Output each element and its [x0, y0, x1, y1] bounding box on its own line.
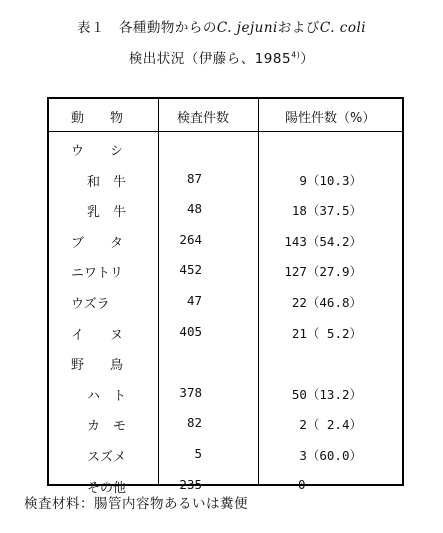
positive-count: 127（27.9）	[284, 264, 362, 280]
animal-name: スズメ	[87, 450, 127, 465]
table-row	[49, 320, 402, 346]
positive-count: 3（60.0）	[299, 448, 362, 463]
table-row	[49, 442, 402, 468]
animal-name: カ モ	[87, 419, 127, 435]
species-jejuni: C. jejuni	[216, 20, 278, 36]
table-row	[49, 289, 402, 315]
positive-count: 2（ 2.4）	[299, 417, 362, 433]
table-row	[49, 258, 402, 284]
detection-table	[47, 97, 404, 496]
table-title-line1	[0, 16, 443, 36]
table-row	[49, 228, 402, 254]
table-row	[49, 197, 402, 223]
species-coli: C. coli	[319, 20, 367, 36]
animal-name: ニワトリ	[71, 266, 124, 282]
animal-name: ハ ト	[87, 388, 127, 404]
test-count: 47	[186, 293, 202, 308]
table-row	[49, 167, 402, 193]
positive-count: 0	[298, 476, 306, 492]
header-divider	[49, 131, 402, 132]
positive-count: 21（ 5.2）	[291, 325, 362, 341]
test-count: 87	[186, 170, 202, 186]
test-count: 82	[186, 415, 202, 431]
table-row	[49, 381, 402, 407]
animal-name: 乳 牛	[87, 205, 127, 221]
positive-count: 18（37.5）	[291, 203, 362, 219]
animal-name: ウ シ	[71, 144, 124, 159]
positive-count: 143（54.2）	[284, 233, 362, 249]
positive-count: 9（10.3）	[299, 172, 362, 188]
title-prefix: 表１ 各種動物からの	[76, 20, 217, 36]
test-count: 264	[179, 231, 202, 247]
title-mid: および	[277, 20, 320, 36]
positive-count: 22（46.8）	[291, 295, 362, 310]
table-row	[49, 350, 402, 376]
animal-name: その他	[87, 480, 127, 496]
table-row	[49, 136, 402, 162]
title-line2-end: ）	[300, 51, 315, 67]
animal-name: 野 鳥	[71, 358, 124, 374]
animal-name: イ ヌ	[71, 327, 124, 343]
positive-count: 50（13.2）	[291, 386, 362, 402]
title-line2-main: 検出状況（伊藤ら、1985	[128, 51, 292, 67]
header-count: 検査件数	[177, 111, 230, 126]
test-count: 48	[186, 201, 202, 217]
header-animal: 動 物	[71, 111, 124, 126]
table-title-line2	[0, 47, 443, 67]
animal-name: 和 牛	[87, 174, 127, 190]
reference-superscript: 4)	[291, 50, 301, 60]
test-count: 452	[179, 262, 202, 278]
test-count: 378	[179, 384, 202, 400]
test-count: 5	[194, 446, 202, 461]
header-positive: 陽性件数（%）	[285, 111, 376, 126]
table-row	[49, 411, 402, 437]
animal-name: ウズラ	[71, 297, 110, 312]
test-count: 235	[179, 476, 202, 492]
test-count: 405	[179, 323, 202, 339]
animal-name: ブ タ	[71, 235, 124, 251]
footnote: 検査材料：腸管内容物あるいは糞便	[24, 496, 248, 512]
